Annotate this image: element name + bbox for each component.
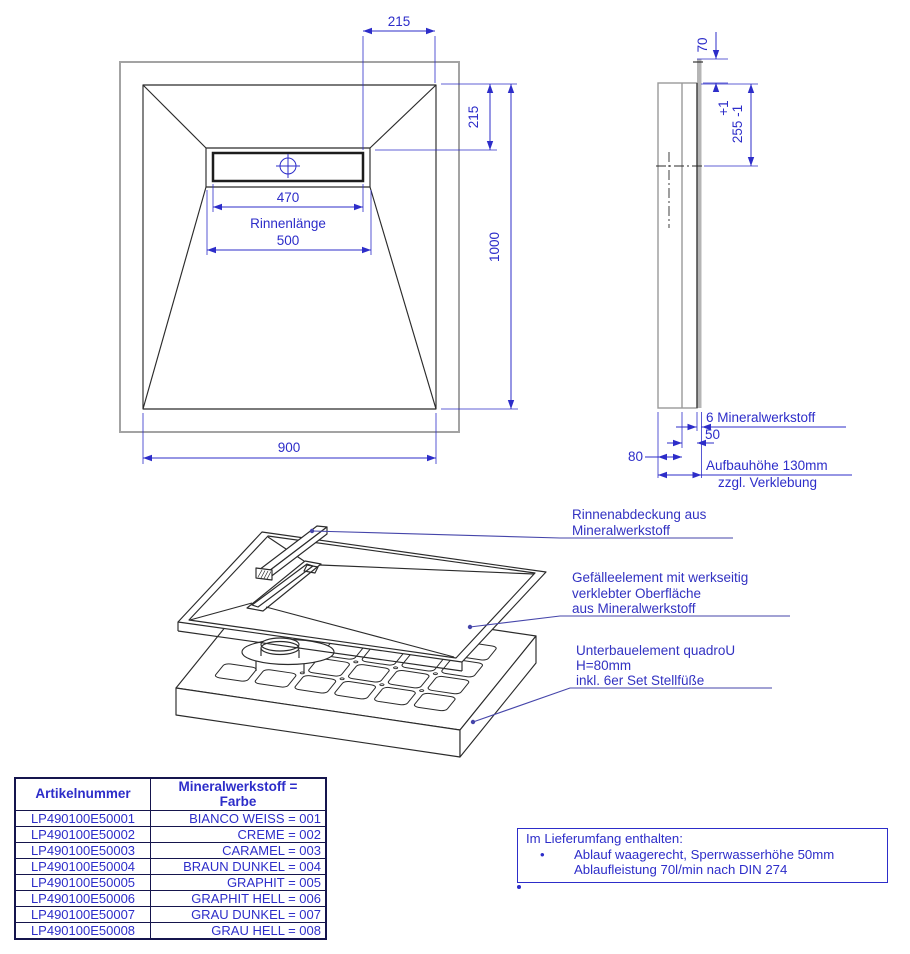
side-view xyxy=(628,32,852,490)
label-base-line2: H=80mm xyxy=(576,658,632,673)
article-number: LP490100E50007 xyxy=(15,907,151,923)
article-color: BRAUN DUNKEL = 004 xyxy=(151,859,327,875)
label-base-line1: Unterbauelement quadroU xyxy=(576,643,736,658)
dim-surface-thickness: 6 Mineralwerkstoff xyxy=(706,410,816,425)
article-color: GRAPHIT = 005 xyxy=(151,875,327,891)
article-number: LP490100E50006 xyxy=(15,891,151,907)
dim-slot-length: 470 xyxy=(276,190,300,205)
article-number: LP490100E50002 xyxy=(15,827,151,843)
col-header-farbe xyxy=(151,778,327,811)
dim-drain-height: 255 -1 xyxy=(730,104,745,144)
dim-width: 900 xyxy=(277,440,301,455)
label-slope-line1: Gefälleelement mit werkseitig xyxy=(572,570,749,585)
article-table xyxy=(14,777,327,940)
dim-cover-height: 70 xyxy=(695,37,710,53)
plan-view xyxy=(120,14,518,464)
dim-length: 1000 xyxy=(487,231,502,263)
delivery-item-line1: Ablauf waagerecht, Sperrwasserhöhe 50mm xyxy=(574,846,835,862)
article-color: GRAU DUNKEL = 007 xyxy=(151,907,327,923)
dim-base-thickness: 80 xyxy=(627,449,643,464)
channel-length-label: Rinnenlänge xyxy=(250,216,326,231)
col-header-artikelnummer: Artikelnummer xyxy=(15,778,151,811)
label-cover-line2: Mineralwerkstoff xyxy=(572,523,671,538)
col-header-farbe-line1: Mineralwerkstoff = xyxy=(178,779,298,795)
table-row xyxy=(15,843,326,859)
article-color: BIANCO WEISS = 001 xyxy=(151,811,327,827)
delivery-scope-box xyxy=(517,828,888,883)
article-color: CREME = 002 xyxy=(151,827,327,843)
drain-crosshair-icon xyxy=(276,154,300,178)
table-row xyxy=(15,891,326,907)
label-cover-line1: Rinnenabdeckung aus xyxy=(572,507,707,522)
bullet-icon: • xyxy=(540,846,545,862)
note-build-height: Aufbauhöhe 130mm xyxy=(706,458,828,473)
side-element-outline xyxy=(658,83,697,408)
exploded-view xyxy=(176,507,790,757)
article-color: GRAPHIT HELL = 006 xyxy=(151,891,327,907)
article-color: CARAMEL = 003 xyxy=(151,843,327,859)
article-number: LP490100E50004 xyxy=(15,859,151,875)
table-header-row xyxy=(15,778,326,811)
col-header-farbe-line2: Farbe xyxy=(219,793,257,809)
article-number: LP490100E50008 xyxy=(15,923,151,940)
table-row xyxy=(15,923,326,940)
table-row xyxy=(15,827,326,843)
dim-top-offset: 215 xyxy=(387,14,411,29)
label-slope-line3: aus Mineralwerkstoff xyxy=(572,601,696,616)
table-row xyxy=(15,811,326,827)
article-number: LP490100E50003 xyxy=(15,843,151,859)
leader-dot xyxy=(517,885,521,889)
delivery-item-line2: Ablaufleistung 70l/min nach DIN 274 xyxy=(574,862,788,877)
dim-core-thickness: 50 xyxy=(705,427,721,442)
article-color: GRAU HELL = 008 xyxy=(151,923,327,940)
table-row xyxy=(15,859,326,875)
dim-drain-height-tolerance: +1 xyxy=(716,100,731,116)
table-row xyxy=(15,907,326,923)
article-number: LP490100E50001 xyxy=(15,811,151,827)
delivery-title: Im Lieferumfang enthalten: xyxy=(526,831,683,846)
article-number: LP490100E50005 xyxy=(15,875,151,891)
label-slope-line2: verklebter Oberfläche xyxy=(572,586,702,601)
dim-side-offset: 215 xyxy=(466,105,481,129)
label-base-line3: inkl. 6er Set Stellfüße xyxy=(576,673,705,688)
dim-channel-length: 500 xyxy=(276,233,300,248)
note-glue: zzgl. Verklebung xyxy=(718,475,818,490)
table-row xyxy=(15,875,326,891)
